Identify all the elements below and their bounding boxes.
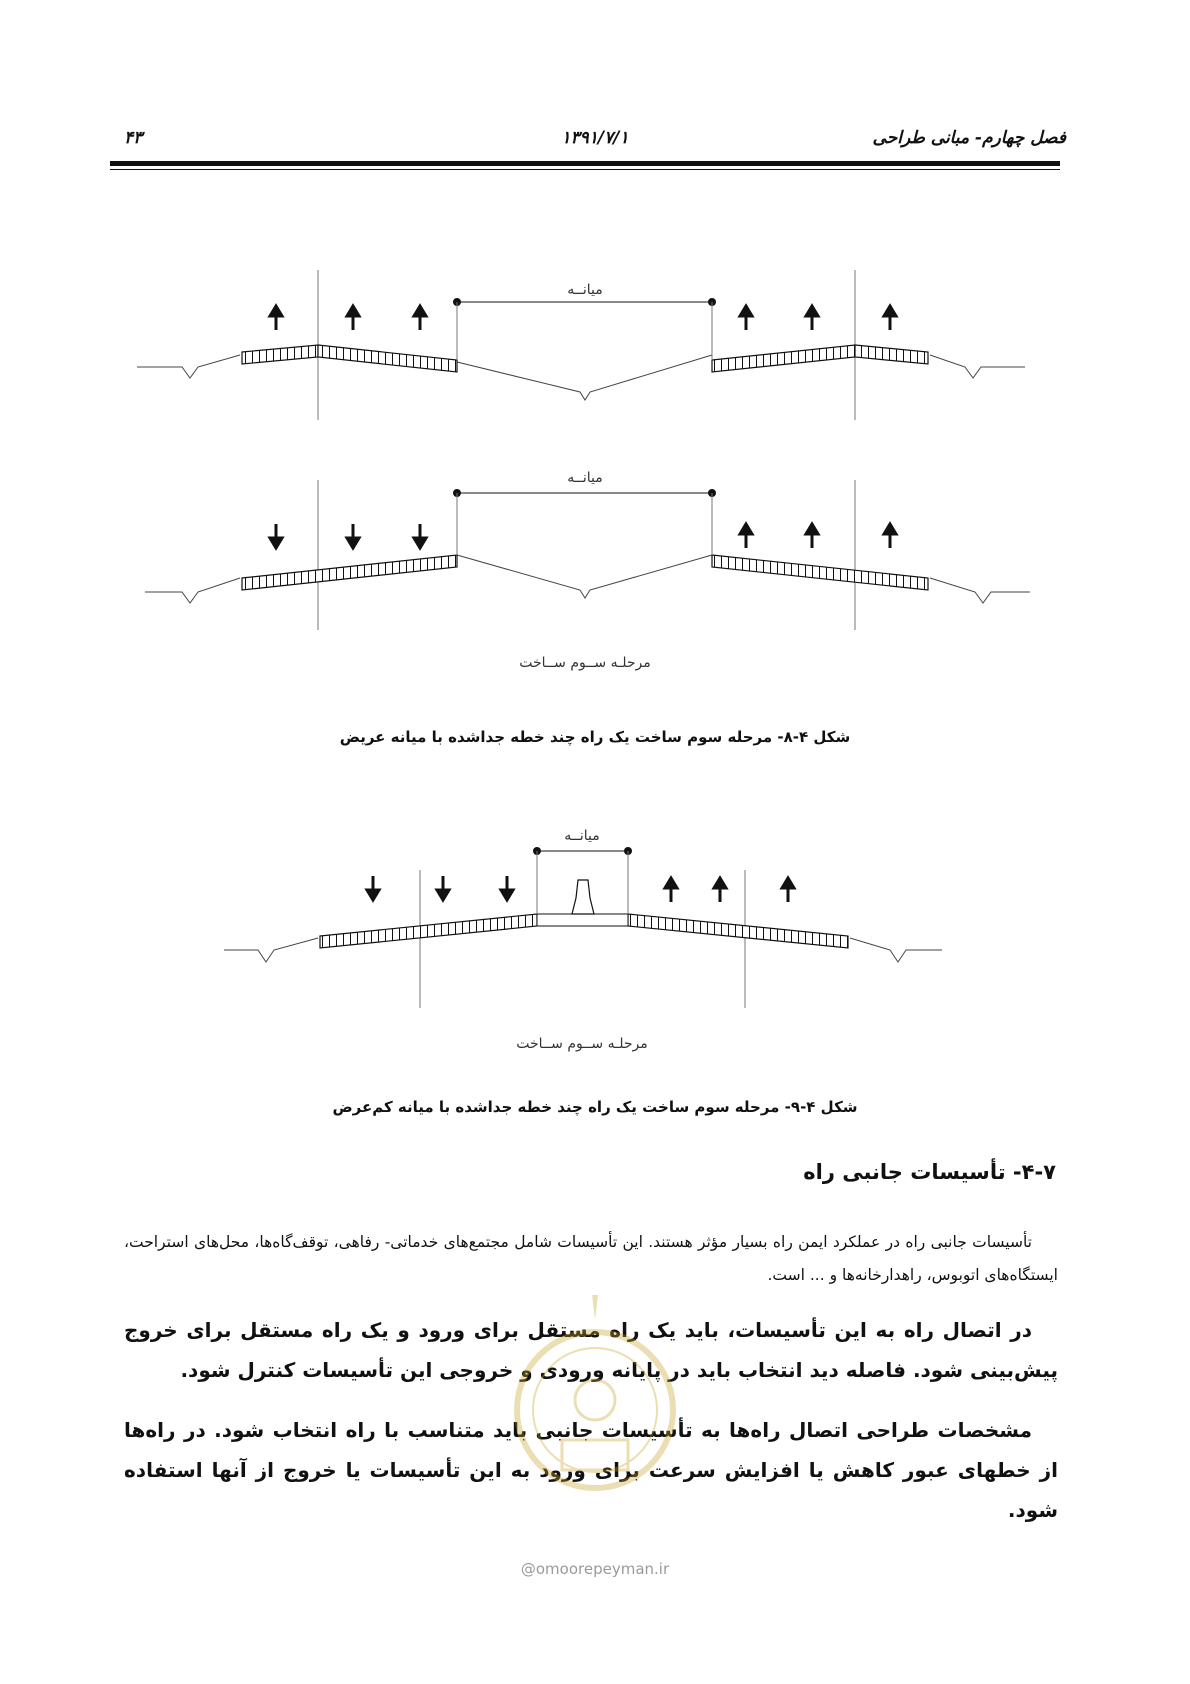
median-label: میانــه — [564, 828, 600, 844]
diagram-b — [145, 470, 1030, 671]
traffic-arrows-up — [740, 524, 896, 548]
page-number: ۴۳ — [124, 128, 143, 148]
paragraph — [124, 1310, 1058, 1390]
figure-caption: شکل ۴-۸- مرحله سوم ساخت یک راه چند خطه جداشده با میانه عریض — [339, 728, 851, 746]
median-label: میانــه — [567, 282, 603, 298]
median-label: میانــه — [567, 470, 603, 486]
traffic-arrows-down — [270, 524, 426, 548]
diagram-a — [137, 270, 1025, 420]
paragraph-text: در اتصال راه به این تأسیسات، باید یک راه مستقل برای ورود و یک راه مستقل برای خروج پیش‌بینی شود. فاصله دید انتخاب باید در پایانه ورودی و خروجی این تأسیسات کنترل شود. — [124, 1318, 1058, 1382]
figure-4-8 — [0, 0, 1190, 720]
stage-label: مرحلـه ســوم ســاخت — [516, 1036, 648, 1052]
chapter-title: فصل چهارم- مبانی طراحی — [872, 128, 1066, 148]
header-date: ۱۳۹۱/۷/۱ — [561, 128, 629, 148]
paragraph-text: مشخصات طراحی اتصال راه‌ها به تأسیسات جانبی باید متناسب با راه انتخاب شود. در راه‌ها از خطهای عبور کاهش یا افزایش سرعت برای ورود به این تأسیسات یا خروج از آنها استفاده شود. — [124, 1418, 1058, 1522]
stage-label: مرحلـه ســوم ســاخت — [519, 655, 651, 671]
traffic-arrows-up — [270, 306, 896, 330]
paragraph-text: تأسیسات جانبی راه در عملکرد ایمن راه بسیار مؤثر هستند. این تأسیسات شامل مجتمع‌های خدماتی- رفاهی، توقف‌گاه‌ها، محل‌های استراحت، ایستگاه‌های اتوبوس، راهدارخانه‌ها و ... است. — [124, 1233, 1058, 1284]
section-heading: ۴-۷- تأسیسات جانبی راه — [803, 1160, 1056, 1184]
median-barrier — [572, 880, 594, 914]
paragraph — [124, 1226, 1058, 1292]
figure-4-9 — [0, 780, 1190, 1110]
traffic-arrows-down — [367, 876, 513, 900]
watermark-text: @omoorepeyman.ir — [520, 1560, 670, 1578]
paragraph — [124, 1410, 1058, 1530]
traffic-arrows-up — [665, 878, 794, 902]
figure-caption: شکل ۴-۹- مرحله سوم ساخت یک راه چند خطه جداشده با میانه کم‌عرض — [332, 1098, 858, 1116]
